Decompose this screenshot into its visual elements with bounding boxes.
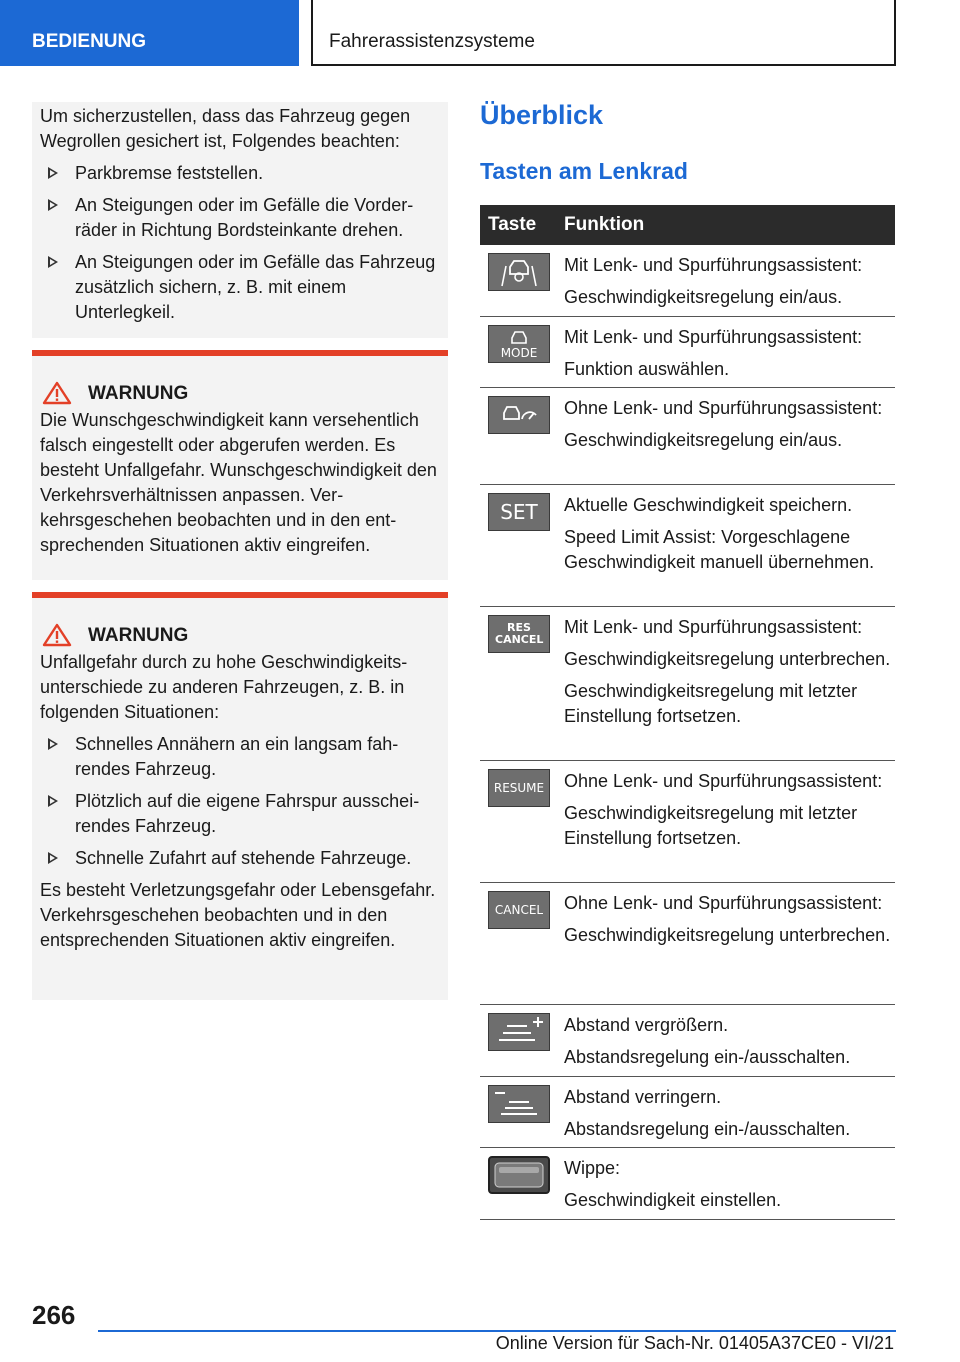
warning-text: Die Wunschgeschwindigkeit kann versehentlich falsch eingestellt oder abgerufen werden. Es besteht Unfallgefahr. Wunschgeschwindigkeit den Verkehrsverhältnissen anpassen. Verkehrsgeschehen beobachten und in den entsprechenden Situationen aktiv eingreifen. bbox=[40, 410, 437, 555]
bullet-triangle-icon bbox=[48, 795, 58, 807]
warning-list bbox=[40, 732, 440, 871]
list-item: An Steigungen oder im Gefälle die Vorderräder in Richtung Bordsteinkante drehen. bbox=[40, 193, 440, 243]
table-row: Mit Lenk- und Spurführungsassistent: Geschwindigkeitsregelung ein/aus. bbox=[480, 245, 895, 317]
list-item: Schnelles Annähern an ein langsam fahrendes Fahrzeug. bbox=[40, 732, 440, 782]
page-number: 266 bbox=[32, 1300, 76, 1330]
warning-triangle-icon bbox=[42, 381, 72, 405]
distance-decrease-icon bbox=[488, 1085, 550, 1123]
footer-version-text: Online Version für Sach-Nr. 01405A37CE0 - VI/21 bbox=[495, 1333, 894, 1353]
parking-note-box bbox=[32, 102, 448, 338]
cancel-icon: CANCEL bbox=[488, 891, 550, 929]
lane-assist-icon bbox=[488, 253, 550, 291]
subsection-heading: Tasten am Lenkrad bbox=[480, 158, 688, 184]
column-header-key: Taste bbox=[488, 214, 537, 235]
warning-text: Unfallgefahr durch zu hohe Geschwindigkeitsunterschiede zu anderen Fahrzeugen, z. B. in folgenden Situationen: bbox=[40, 652, 408, 722]
bullet-triangle-icon bbox=[48, 738, 58, 750]
warning-triangle-icon bbox=[42, 623, 72, 647]
svg-text:MODE: MODE bbox=[500, 346, 538, 360]
list-item: Plötzlich auf die eigene Fahrspur ausscheirendes Fahrzeug. bbox=[40, 789, 440, 839]
steering-wheel-buttons-table bbox=[480, 205, 895, 1220]
res-cancel-icon: RES CANCEL bbox=[488, 615, 550, 653]
distance-increase-icon bbox=[488, 1013, 550, 1051]
resume-icon: RESUME bbox=[488, 769, 550, 807]
table-row: Abstand vergrößern. Abstandsregelung ein-/ausschalten. bbox=[480, 1005, 895, 1077]
warning-box-speed-setting bbox=[32, 350, 448, 580]
table-row: RESUME Ohne Lenk- und Spurführungsassistent: Geschwindigkeitsregelung mit letzter Einstellung fortsetzen. bbox=[480, 761, 895, 883]
mode-icon bbox=[488, 325, 550, 363]
warning-heading: WARNUNG bbox=[40, 622, 440, 648]
bullet-triangle-icon bbox=[48, 256, 58, 268]
section-heading: Überblick bbox=[480, 100, 604, 130]
cruise-control-icon bbox=[488, 396, 550, 434]
bullet-triangle-icon bbox=[48, 852, 58, 864]
section-tab: BEDIENUNG bbox=[0, 0, 299, 66]
warning-box-speed-difference bbox=[32, 592, 448, 1000]
bullet-triangle-icon bbox=[48, 199, 58, 211]
warning-heading: WARNUNG bbox=[40, 380, 440, 406]
footer-divider bbox=[98, 1330, 896, 1332]
list-item: Schnelle Zufahrt auf stehende Fahrzeuge. bbox=[40, 846, 440, 871]
table-row: Abstand verringern. Abstandsregelung ein-/ausschalten. bbox=[480, 1077, 895, 1148]
bullet-triangle-icon bbox=[48, 167, 58, 179]
warning-footer-text: Es besteht Verletzungsgefahr oder Lebensgefahr. Verkehrsgeschehen beobachten und in den entsprechenden Situationen aktiv eingreifen. bbox=[40, 880, 436, 950]
table-row: Ohne Lenk- und Spurführungsassistent: Geschwindigkeitsregelung ein/aus. bbox=[480, 388, 895, 485]
column-header-function: Funktion bbox=[564, 214, 645, 235]
table-row: CANCEL Ohne Lenk- und Spurführungsassistent: Geschwindigkeitsregelung unterbrechen. bbox=[480, 883, 895, 1005]
set-icon: SET bbox=[488, 493, 550, 531]
list-item: Parkbremse feststellen. bbox=[40, 161, 440, 186]
table-row: MODE Mit Lenk- und Spurführungsassistent: Funktion auswählen. bbox=[480, 317, 895, 388]
table-header bbox=[480, 205, 895, 245]
parking-note-text: Um sicherzustellen, dass das Fahrzeug gegen Wegrollen gesichert ist, Folgendes beachten: bbox=[40, 106, 411, 151]
parking-note-list bbox=[40, 161, 440, 325]
table-row: Wippe: Geschwindigkeit einstellen. bbox=[480, 1148, 895, 1220]
list-item: An Steigungen oder im Gefälle das Fahrzeug zusätzlich sichern, z. B. mit einem Unterlegkeil. bbox=[40, 250, 440, 325]
table-row: SET Aktuelle Geschwindigkeit speichern. Speed Limit Assist: Vorgeschlagene Geschwindigkeit manuell übernehmen. bbox=[480, 485, 895, 607]
chapter-title: Fahrerassistenzsysteme bbox=[311, 0, 896, 66]
table-row: RES CANCEL Mit Lenk- und Spurführungsassistent: Geschwindigkeitsregelung unterbrechen. Geschwindigkeitsregelung mit letzter Einstellung fortsetzen. bbox=[480, 607, 895, 761]
rocker-switch-icon bbox=[488, 1156, 550, 1194]
